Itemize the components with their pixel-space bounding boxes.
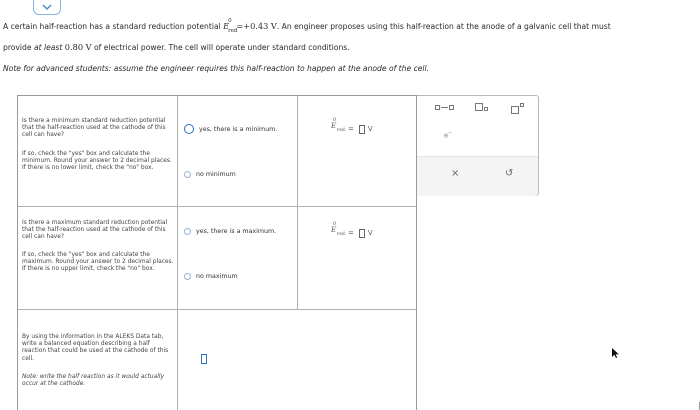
chemistry-toolbox bbox=[417, 95, 539, 196]
problem-statement bbox=[3, 16, 700, 79]
problem-text: A certain half-reaction has a standard reduction potential bbox=[3, 22, 221, 31]
problem-line-2: provide at least 0.80 V of electrical power. The cell will operate under standard conditions. bbox=[3, 42, 350, 52]
chevron-down-icon bbox=[42, 4, 52, 10]
note-text: Note: write the half reaction as it would actually occur at the cathode. bbox=[22, 374, 165, 388]
yes-minimum-radio[interactable] bbox=[184, 124, 194, 134]
minimum-equation: 0 E red = V bbox=[331, 122, 373, 136]
reaction-arrow-icon[interactable] bbox=[435, 105, 454, 110]
option-cell bbox=[178, 207, 298, 309]
half-reaction-input[interactable] bbox=[201, 354, 207, 364]
no-maximum-radio[interactable] bbox=[184, 273, 191, 280]
question-table bbox=[17, 95, 417, 410]
option-cell bbox=[178, 96, 298, 206]
no-minimum-option[interactable] bbox=[184, 171, 236, 178]
emphasis-text: at least bbox=[33, 43, 63, 52]
unit-label: V bbox=[367, 125, 373, 133]
clear-icon[interactable]: × bbox=[451, 168, 460, 179]
e-red-value: =+0.43 V bbox=[236, 21, 277, 31]
mouse-cursor-icon bbox=[612, 348, 619, 358]
subscript-icon[interactable] bbox=[475, 103, 488, 111]
yes-maximum-radio[interactable] bbox=[184, 228, 191, 235]
maximum-equation: 0 E red = V bbox=[331, 226, 373, 240]
electron-button[interactable]: e− bbox=[444, 130, 453, 140]
superscript-icon[interactable] bbox=[511, 103, 524, 114]
toolbar-actions bbox=[417, 156, 538, 196]
half-reaction-row bbox=[18, 310, 416, 410]
e-red-symbol: 0 E red bbox=[331, 117, 345, 133]
e-red-symbol: E 0 red bbox=[223, 18, 238, 34]
question-text: Is there a maximum standard reduction potential that the half-reaction used at the cathode of this cell can have? bbox=[22, 220, 168, 241]
question-cell bbox=[18, 310, 178, 410]
answer-cell bbox=[298, 207, 416, 309]
problem-text: . An engineer proposes using this half-reaction at the anode of a galvanic cell that must bbox=[276, 22, 611, 31]
advanced-note: Note for advanced students: assume the engineer requires this half-reaction to happen at the anode of the cell. bbox=[3, 64, 430, 73]
option-label: no minimum bbox=[196, 171, 236, 178]
answer-cell bbox=[178, 310, 298, 410]
question-text: Is there a minimum standard reduction potential that the half-reaction used at the cathode of this cell can have? bbox=[22, 118, 166, 139]
instruction-text: If so, check the "yes" box and calculate the minimum. Round your answer to 2 decimal places. If there is no lower limit, check the "no" box. bbox=[22, 151, 172, 172]
option-label: no maximum bbox=[196, 273, 238, 280]
option-label: yes, there is a minimum. bbox=[199, 125, 278, 133]
minimum-input[interactable] bbox=[359, 125, 365, 134]
answer-cell bbox=[298, 96, 416, 206]
option-label: yes, there is a maximum. bbox=[196, 228, 277, 235]
minimum-row bbox=[18, 96, 416, 207]
collapse-tab[interactable] bbox=[33, 0, 61, 15]
question-cell bbox=[18, 96, 178, 206]
question-text: By using the information in the ALEKS Data tab, write a balanced equation describing a half reaction that could be used at the cathode of this cell. bbox=[22, 334, 169, 362]
no-maximum-option[interactable] bbox=[184, 273, 238, 280]
undo-icon[interactable]: ↺ bbox=[505, 168, 514, 179]
question-cell bbox=[18, 207, 178, 309]
yes-minimum-option[interactable] bbox=[184, 124, 277, 134]
maximum-row bbox=[18, 207, 416, 310]
e-red-symbol: 0 E red bbox=[331, 221, 345, 237]
yes-maximum-option[interactable] bbox=[184, 228, 276, 235]
no-minimum-radio[interactable] bbox=[184, 171, 191, 178]
instruction-text: If so, check the "yes" box and calculate the maximum. Round your answer to 2 decimal places. If there is no upper limit, check the "no" box. bbox=[22, 252, 174, 273]
problem-line-1 bbox=[3, 16, 700, 37]
maximum-input[interactable] bbox=[359, 229, 365, 238]
required-voltage: 0.80 V bbox=[64, 42, 92, 52]
unit-label: V bbox=[367, 229, 373, 237]
